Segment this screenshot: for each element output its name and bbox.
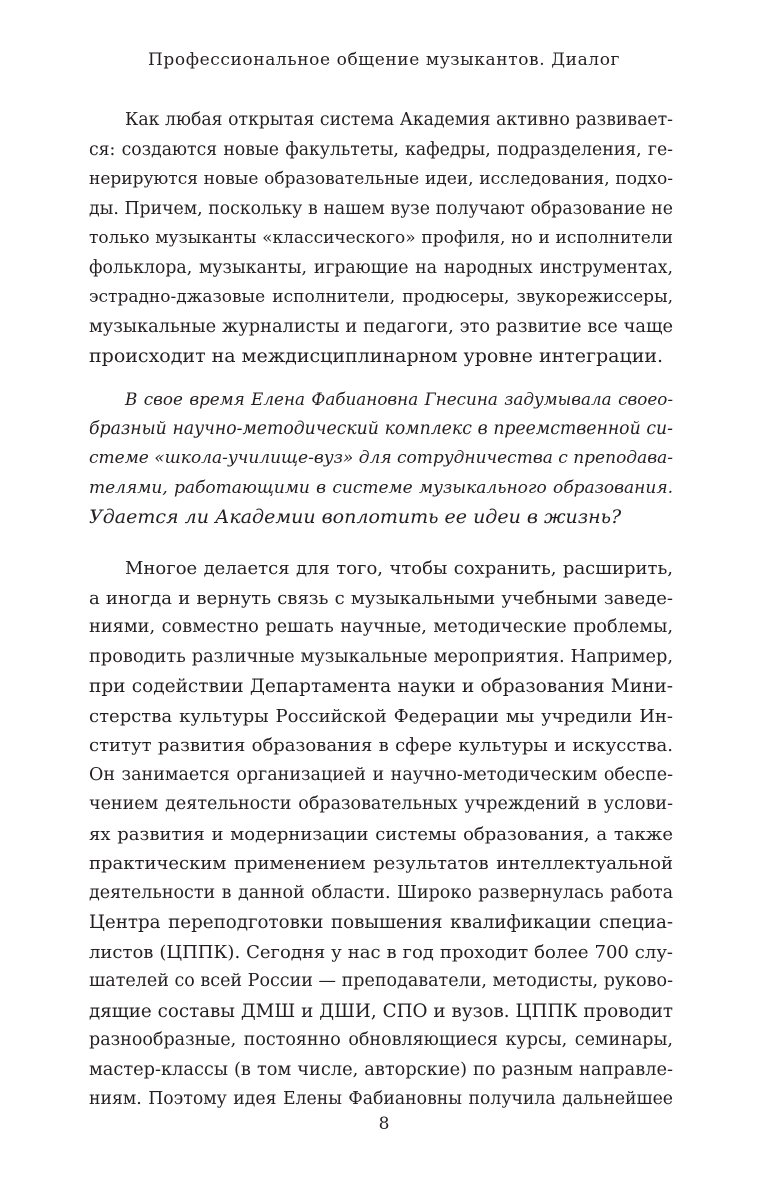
text-line: телями, работающими в системе музыкального образования. bbox=[89, 477, 673, 498]
text-line: а иногда и вернуть связь с музыкальными учебными заведе- bbox=[89, 587, 673, 609]
interview-question bbox=[89, 385, 673, 533]
text-line: деятельности в данной области. Широко развернулась работа bbox=[89, 882, 673, 903]
text-line: листов (ЦППК). Сегодня у нас в год проходит более 700 слу- bbox=[89, 941, 673, 963]
text-line: стеме «школа-училище-вуз» для сотрудничества с преподава- bbox=[89, 448, 673, 468]
text-line: при содействии Департамента науки и образования Мини- bbox=[89, 676, 673, 697]
text-line: ды. Причем, поскольку в нашем вузе получают образование не bbox=[89, 198, 673, 219]
text-line: В свое время Елена Фабиановна Гнесина задумывала своео- bbox=[125, 389, 673, 409]
text-line: стерства культуры Российской Федерации мы учредили Ин- bbox=[89, 705, 673, 727]
paragraph-answer bbox=[89, 554, 673, 1115]
running-head: Профессиональное общение музыкантов. Диалог bbox=[147, 50, 621, 70]
text-line: практическим применением результатов интеллектуальной bbox=[89, 853, 673, 874]
text-line: дящие составы ДМШ и ДШИ, СПО и вузов. ЦППК проводит bbox=[89, 1000, 673, 1022]
text-line: фольклора, музыканты, играющие на народных инструментах, bbox=[89, 257, 673, 278]
text-line: ниям. Поэтому идея Елены Фабиановны получила дальнейшее bbox=[89, 1089, 673, 1109]
text-line: нерируются новые образовательные идеи, исследования, подхо- bbox=[89, 169, 673, 189]
text-line: музыкальные журналисты и педагоги, это развитие все чаще bbox=[89, 316, 673, 337]
text-line: ся: создаются новые факультеты, кафедры, подразделения, ге- bbox=[89, 139, 673, 160]
text-line: Как любая открытая система Академия активно развивает- bbox=[125, 110, 673, 130]
text-line: Многое делается для того, чтобы сохранить, расширить, bbox=[125, 558, 673, 579]
paragraph-academy-development bbox=[89, 106, 673, 372]
text-line: бразный научно-методический комплекс в преемственной си- bbox=[89, 418, 673, 439]
text-line: происходит на междисциплинарном уровне интеграции. bbox=[89, 345, 664, 367]
text-line: разнообразные, постоянно обновляющиеся курсы, семинары, bbox=[89, 1030, 673, 1050]
text-line: эстрадно-джазовые исполнители, продюсеры, звукорежиссеры, bbox=[89, 287, 673, 307]
text-line: ях развития и модернизации системы образования, а также bbox=[89, 823, 673, 845]
text-line: ститут развития образования в сфере культуры и искусства. bbox=[89, 735, 673, 756]
text-line: Центра переподготовки повышения квалификации специа- bbox=[89, 912, 673, 933]
page-number: 8 bbox=[378, 1114, 390, 1134]
text-line: ниями, совместно решать научные, методические проблемы, bbox=[89, 617, 673, 637]
text-line: мастер-классы (в том числе, авторские) по разным направле- bbox=[89, 1059, 673, 1080]
text-line: Он занимается организацией и научно-методическим обеспе- bbox=[89, 764, 673, 785]
text-line: проводить различные музыкальные мероприятия. Например, bbox=[89, 646, 673, 667]
text-line: чением деятельности образовательных учреждений в услови- bbox=[89, 794, 673, 814]
text-line: только музыканты «классического» профиля, но и исполнители bbox=[89, 228, 673, 248]
text-line: Удается ли Академии воплотить ее идеи в жизнь? bbox=[89, 506, 622, 528]
text-line: шателей со всей России — преподаватели, методисты, руково- bbox=[89, 971, 673, 991]
